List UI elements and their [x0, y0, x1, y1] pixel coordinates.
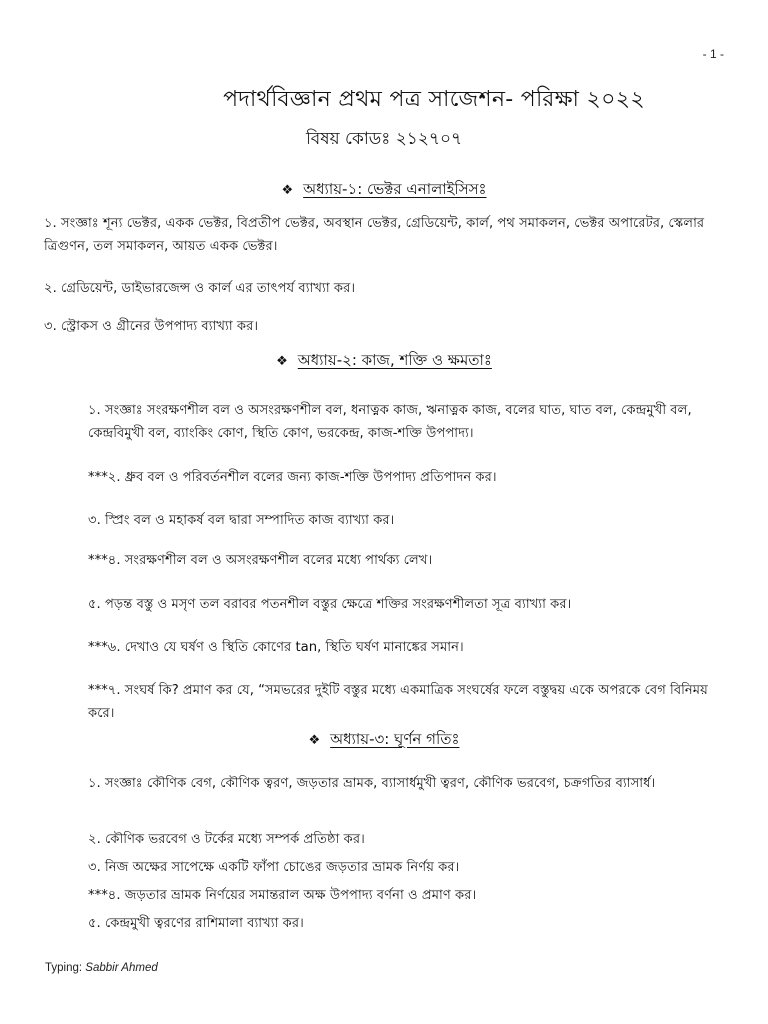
bullet-icon: ❖ — [276, 354, 288, 369]
list-item: ***২. ধ্রুব বল ও পরিবর্তনশীল বলের জন্য কাজ-শক্তি উপপাদ্য প্রতিপাদন কর। — [88, 470, 497, 485]
list-item: ৩. স্প্রিং বল ও মহাকর্ষ বল দ্বারা সম্পাদিত কাজ ব্যাখ্যা কর। — [88, 513, 395, 528]
list-item: ***৪. জড়তার ভ্রামক নির্ণয়ের সমান্তরাল অক্ষ উপপাদ্য বর্ণনা ও প্রমাণ কর। — [88, 888, 477, 903]
list-item: ১. সংজ্ঞাঃ শূন্য ভেক্টর, একক ভেক্টর, বিপ্রতীপ ভেক্টর, অবস্থান ভেক্টর, গ্রেডিয়েন্ট, কার্ল, পথ সমাকলন, ভেক্টর অপারেটর, স্কেলার ত্রিগুণন, তল সমাকলন, আয়ত একক ভেক্টর। — [44, 216, 705, 254]
list-item: ২. কৌণিক ভরবেগ ও টর্কের মধ্যে সম্পর্ক প্রতিষ্ঠা কর। — [88, 832, 365, 847]
list-item: ৫. পড়ন্ত বস্তু ও মসৃণ তল বরাবর পতনশীল বস্তুর ক্ষেত্রে শক্তির সংরক্ষণশীলতা সূত্র ব্যাখ্যা কর। — [88, 597, 572, 612]
chapter-heading-3 — [0, 728, 768, 753]
page-title: পদার্থবিজ্ঞান প্রথম পত্র সাজেশন- পরিক্ষা ২০২২ — [223, 87, 645, 112]
subject-code: বিষয় কোডঃ ২১২৭০৭ — [305, 129, 463, 149]
chapter-heading-1 — [0, 178, 768, 203]
bullet-icon: ❖ — [308, 733, 321, 748]
list-item: ***৪. সংরক্ষণশীল বল ও অসংরক্ষণশীল বলের মধ্যে পার্থক্য লেখ। — [88, 553, 433, 568]
list-item: ***৬. দেখাও যে ঘর্ষণ ও স্থিতি কোণের tan, স্থিতি ঘর্ষণ মানাঙ্কের সমান। — [88, 640, 464, 655]
page-number: - 1 - — [702, 47, 724, 61]
chapter-title: অধ্যায়-২: কাজ, শক্তি ও ক্ষমতাঃ — [297, 351, 492, 369]
list-item: ***৭. সংঘর্ষ কি? প্রমাণ কর যে, “সমভরের দুইটি বস্তুর মধ্যে একমাত্রিক সংঘর্ষের ফলে বস্তুদ্বয় একে অপরকে বেগ বিনিময় করে। — [88, 683, 708, 721]
list-item: ৩. স্ট্রোকস ও গ্রীনের উপপাদ্য ব্যাখ্যা কর। — [44, 319, 259, 334]
chapter-heading-2 — [0, 349, 768, 374]
list-item: ৫. কেন্দ্রমুখী ত্বরণের রাশিমালা ব্যাখ্যা কর। — [88, 916, 304, 931]
chapter-title: অধ্যায়-৩: ঘূর্ণন গতিঃ — [330, 730, 460, 748]
list-item: ২. গ্রেডিয়েন্ট, ডাইভারজেন্স ও কার্ল এর তাৎপর্য ব্যাখ্যা কর। — [44, 281, 356, 296]
chapter-title: অধ্যায়-১: ভেক্টর এনালাইসিসঃ — [303, 180, 487, 198]
list-item: ১. সংজ্ঞাঃ সংরক্ষণশীল বল ও অসংরক্ষণশীল বল, ধনাত্নক কাজ, ঋনাত্নক কাজ, বলের ঘাত, ঘাত বল, কেন্দ্রমুখী বল, কেন্দ্রবিমুখী বল, ব্যাংকিং কোণ, স্থিতি কোণ, ভরকেন্দ্র, কাজ-শক্তি উপপাদ্য। — [88, 403, 692, 441]
list-item: ১. সংজ্ঞাঃ কৌণিক বেগ, কৌণিক ত্বরণ, জড়তার ভ্রামক, ব্যাসার্ধমুখী ত্বরণ, কৌণিক ভরবেগ, চক্রগতির ব্যাসার্ধ। — [88, 776, 656, 791]
bullet-icon: ❖ — [281, 183, 294, 198]
footer-credit — [45, 962, 158, 974]
footer-author: Sabbir Ahmed — [85, 962, 158, 974]
list-item: ৩. নিজ অক্ষের সাপেক্ষে একটি ফাঁপা চোঙের জড়তার ভ্রামক নির্ণয় কর। — [88, 860, 460, 875]
footer-label: Typing: — [45, 962, 83, 974]
